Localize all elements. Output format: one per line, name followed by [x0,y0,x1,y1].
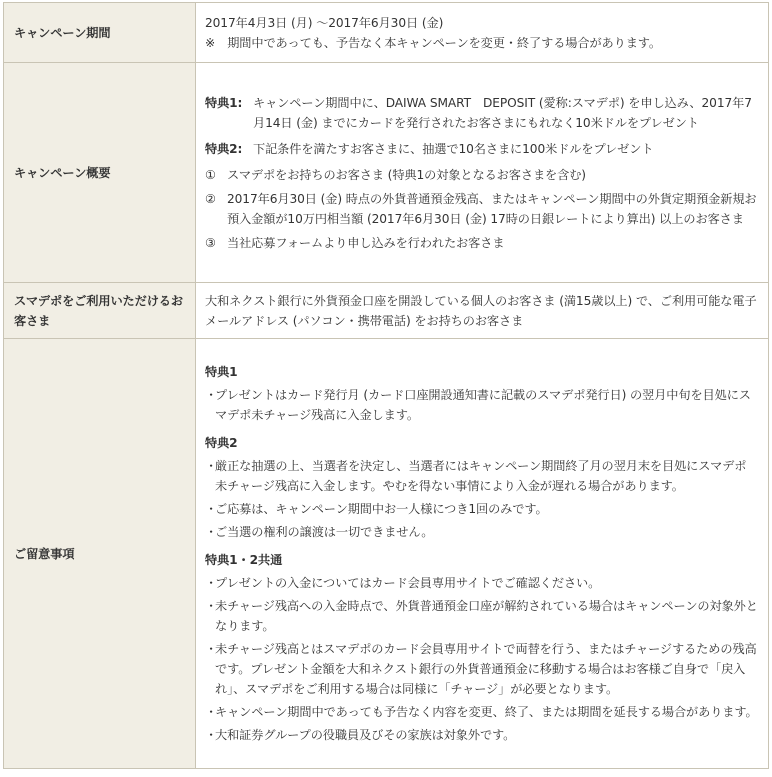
condition-item [205,189,758,229]
list-item-text: 厳正な抽選の上、当選者を決定し、当選者にはキャンペーン期間終了月の翌月末を目処にスマデポ未チャージ残高に入金します。やむを得ない事情により入金が遅れる場合があります。 [215,459,747,493]
overview-value [196,63,769,283]
list-item [205,456,758,496]
overview-row [4,63,769,283]
notes-heading: 特典1・2共通 [205,553,283,567]
notes-row [4,339,769,769]
bullet: ・ [205,705,218,719]
list-item-text: プレゼントはカード発行月 (カード口座開設通知書に記載のスマデポ発行日) の翌月中旬を目処にスマデポ未チャージ残高に入金します。 [215,388,751,422]
bullet: ・ [205,525,218,539]
list-item [205,522,758,542]
eligible-value: 大和ネクスト銀行に外貨預金口座を開設している個人のお客さま (満15歳以上) で、ご利用可能な電子メールアドレス (パソコン・携帯電話) をお持ちのお客さま [196,283,769,339]
bullet: ・ [205,388,218,402]
notes-label: ご留意事項 [4,339,196,769]
notes-heading: 特典1 [205,365,238,379]
list-item [205,702,758,722]
bullet: ・ [205,576,218,590]
bullet: ・ [205,459,218,473]
condition-item [205,165,758,185]
period-dates: 2017年4月3日 (月) ～2017年6月30日 (金) [205,15,444,30]
list-item [205,385,758,425]
list-item [205,639,758,699]
bullet: ・ [205,642,218,656]
bullet: ・ [205,728,218,742]
list-item-text: プレゼントの入金についてはカード会員専用サイトでご確認ください。 [215,576,601,590]
list-item-text: ご当選の権利の譲渡は一切できません。 [215,525,434,539]
list-item-text: ご応募は、キャンペーン期間中お一人様につき1回のみです。 [215,502,548,516]
benefit-2-label: 特典2: [205,141,243,156]
period-label: キャンペーン期間 [4,3,196,63]
campaign-table [3,2,769,769]
condition-text: スマデポをお持ちのお客さま (特典1の対象となるお客さまを含む) [227,167,586,182]
list-item [205,725,758,745]
period-row [4,3,769,63]
bullet: ・ [205,502,218,516]
bullet: ・ [205,599,218,613]
condition-number: ① [205,167,216,182]
list-item [205,499,758,519]
overview-label: キャンペーン概要 [4,63,196,283]
eligible-label: スマデポをご利用いただけるお客さま [4,283,196,339]
benefit-2-text: 下記条件を満たすお客さまに、抽選で10名さまに100米ドルをプレゼント [253,141,654,156]
list-item [205,596,758,636]
condition-number: ③ [205,235,216,250]
list-item-text: 未チャージ残高とはスマデポのカード会員専用サイトで両替を行う、またはチャージするための残高です。プレゼント金額を大和ネクスト銀行の外貨普通預金に移動する場合はお客様ご自身で「戻入れ」、スマデポをご利用する場合は同様に「チャージ」が必要となります。 [215,642,757,696]
condition-text: 2017年6月30日 (金) 時点の外貨普通預金残高、またはキャンペーン期間中の外貨定期預金新規お預入金額が10万円相当額 (2017年6月30日 (金) 17時の日銀レートにより算出) 以上のお客さま [227,191,757,226]
notes-heading: 特典2 [205,436,238,450]
condition-text: 当社応募フォームより申し込みを行われたお客さま [227,235,505,250]
list-item-text: 未チャージ残高への入金時点で、外貨普通預金口座が解約されている場合はキャンペーンの対象外となります。 [215,599,758,633]
benefit-2 [205,139,758,159]
benefit-1-label: 特典1: [205,95,243,110]
list-item [205,573,758,593]
period-value [196,3,769,63]
list-item-text: キャンペーン期間中であっても予告なく内容を変更、終了、または期間を延長する場合があります。 [215,705,758,719]
list-item-text: 大和証券グループの役職員及びその家族は対象外です。 [215,728,516,742]
condition-item [205,233,758,253]
period-note: ※ 期間中であっても、予告なく本キャンペーンを変更・終了する場合があります。 [205,35,662,50]
condition-number: ② [205,191,216,206]
benefit-1-text: キャンペーン期間中に、DAIWA SMART DEPOSIT (愛称:スマデポ) を申し込み、2017年7月14日 (金) までにカードを発行されたお客さまにもれなく10米ドルをプレゼント [253,95,752,130]
eligible-row [4,283,769,339]
notes-value [196,339,769,769]
benefit-1 [205,93,758,133]
